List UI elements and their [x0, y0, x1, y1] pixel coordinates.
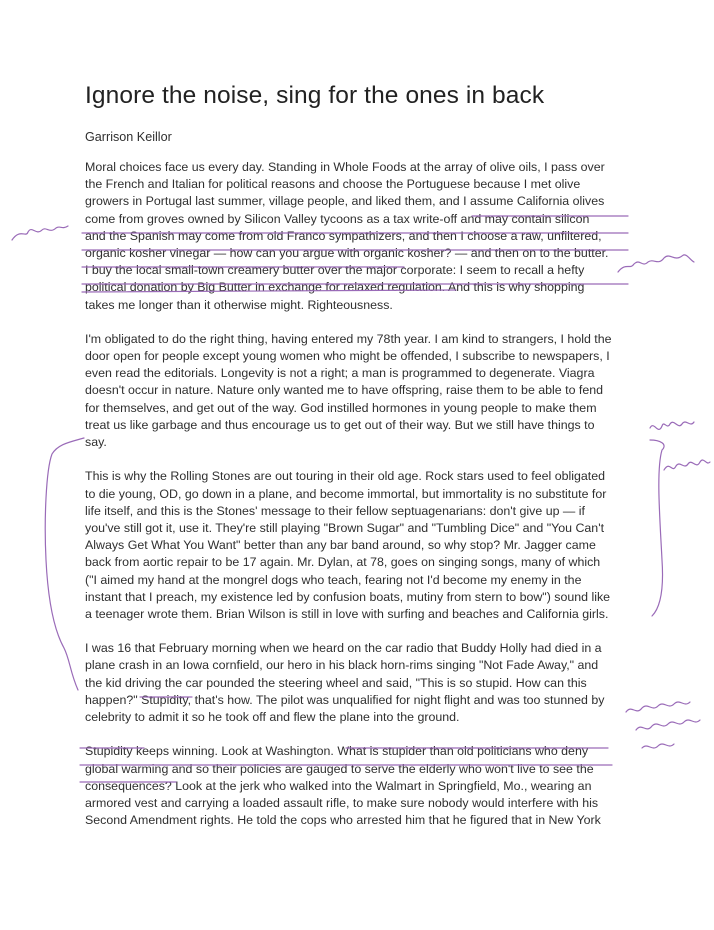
- left-bracket: [45, 438, 84, 690]
- paragraph-line: life itself, and this is the Stones' message to their fellow septuagenarians: don't give up — if: [85, 503, 585, 518]
- article-body: [85, 159, 645, 847]
- paragraph-line: global warming and so their policies are gauged to serve the elderly who won't live to see the: [85, 761, 594, 776]
- paragraph-line: come from groves owned by Silicon Valley tycoons as a tax write-off and may contain silicon: [85, 211, 590, 226]
- paragraph: [85, 640, 645, 726]
- paragraph-line: instant that I preach, my existence led by confusion boats, mutiny from stern to bow") sound like: [85, 589, 611, 604]
- paragraph: [85, 468, 645, 623]
- right-bracket: [650, 440, 664, 616]
- paragraph-line: organic kosher vinegar — how can you argue with organic kosher? — and then on to the butter.: [85, 245, 609, 260]
- paragraph-line: I buy the local small-town creamery butter over the major corporate: I seem to recall a hefty: [85, 263, 585, 278]
- paragraph-line: Always Get What You Want" better than any bar band around, so why stop? Mr. Jagger came: [85, 538, 596, 553]
- paragraph-line: you've still got it, use it. They're still playing "Brown Sugar" and "Tumbling Dice" and "You Can't: [85, 520, 605, 535]
- paragraph-line: growers in Portugal last summer, village people, and liked them, and I assume California olives: [85, 194, 605, 209]
- paragraph-line: to die young, OD, go down in a plane, and become immortal, but immortality is no substitute for: [85, 486, 607, 501]
- paragraph-line: even read the editorials. Longevity is not a right; a man is programmed to degenerate. Viagra: [85, 366, 595, 381]
- paragraph-line: plane crash in an Iowa cornfield, our hero in his black horn-rims singing "Not Fade Away," and: [85, 658, 599, 673]
- paragraph-line: takes me longer than it otherwise might. Righteousness.: [85, 297, 393, 312]
- paragraph-line: celebrity to admit it so he took off and flew the plane into the ground.: [85, 710, 460, 724]
- paragraph-line: back from aortic repair to be 17 again. Mr. Dylan, at 78, goes on singing songs, many of which: [85, 555, 601, 570]
- paragraph-line: consequences? Look at the jerk who walked into the Walmart in Springfield, Mo., wearing an: [85, 778, 592, 793]
- paragraph-line: a teenager wrote them. Brian Wilson is still in love with surfing and beaches and California girls.: [85, 606, 609, 621]
- imagery-scribble: [664, 460, 710, 470]
- paragraph: [85, 331, 645, 451]
- paragraph-line: doesn't occur in nature. Nature only wanted me to have offspring, raise them to be able to fend: [85, 383, 604, 398]
- paragraph-line: and the Spanish may come from old Franco sympathizers, and then I choose a raw, unfiltered,: [85, 228, 602, 243]
- paragraph-line: armored vest and carrying a loaded assault rifle, to make sure nobody would interfere with his: [85, 795, 599, 810]
- paragraph-line: door open for people except young women who might be offended, I subscribe to newspapers, I: [85, 349, 610, 364]
- paragraph-line: Moral choices face us every day. Standing in Whole Foods at the array of olive oils, I pass over: [85, 160, 605, 174]
- paragraph-line: Stupidity keeps winning. Look at Washington. What is stupider than old politicians who deny: [85, 744, 589, 759]
- vivid-scribble: [650, 422, 694, 429]
- paragraph-line: the French and Italian for political reasons and choose the Portuguese because I met olive: [85, 177, 581, 192]
- paragraph-line: the kid driving the car pounded the steering wheel and said, "This is so stupid. How can this: [85, 675, 587, 690]
- author-byline: Garrison Keillor: [85, 130, 172, 144]
- paragraph-line: for themselves, and get out of the way. God instilled hormones in young people to make them: [85, 400, 597, 415]
- paragraph-line: I was 16 that February morning when we heard on the car radio that Buddy Holly had died in a: [85, 641, 602, 656]
- humor-scribble: [12, 226, 68, 240]
- paragraph-line: treat us like garbage and thus encourage us to get out of their way. But we still have things to: [85, 417, 595, 432]
- paragraph-line: ("I aimed my hand at the mongrel dogs who teach, fearing not I'd become my enemy in the: [85, 572, 582, 587]
- paragraph: [85, 159, 645, 314]
- paragraph-line: say.: [85, 435, 107, 449]
- document-title: Ignore the noise, sing for the ones in back: [85, 82, 545, 109]
- paragraph-line: political donation by Big Butter in exchange for relaxed regulation. And this is why shopping: [85, 280, 585, 295]
- paragraph-line: I'm obligated to do the right thing, having entered my 78th year. I am kind to strangers, I hold the: [85, 331, 612, 346]
- paragraph-line: Second Amendment rights. He told the cops who arrested him that he figured that in New York: [85, 813, 601, 828]
- paragraph-line: This is why the Rolling Stones are out touring in their old age. Rock stars used to feel obligated: [85, 469, 606, 484]
- paragraph: [85, 743, 645, 829]
- paragraph-line: happen?" Stupidity, that's how. The pilot was unqualified for night flight and was too stunned by: [85, 692, 605, 707]
